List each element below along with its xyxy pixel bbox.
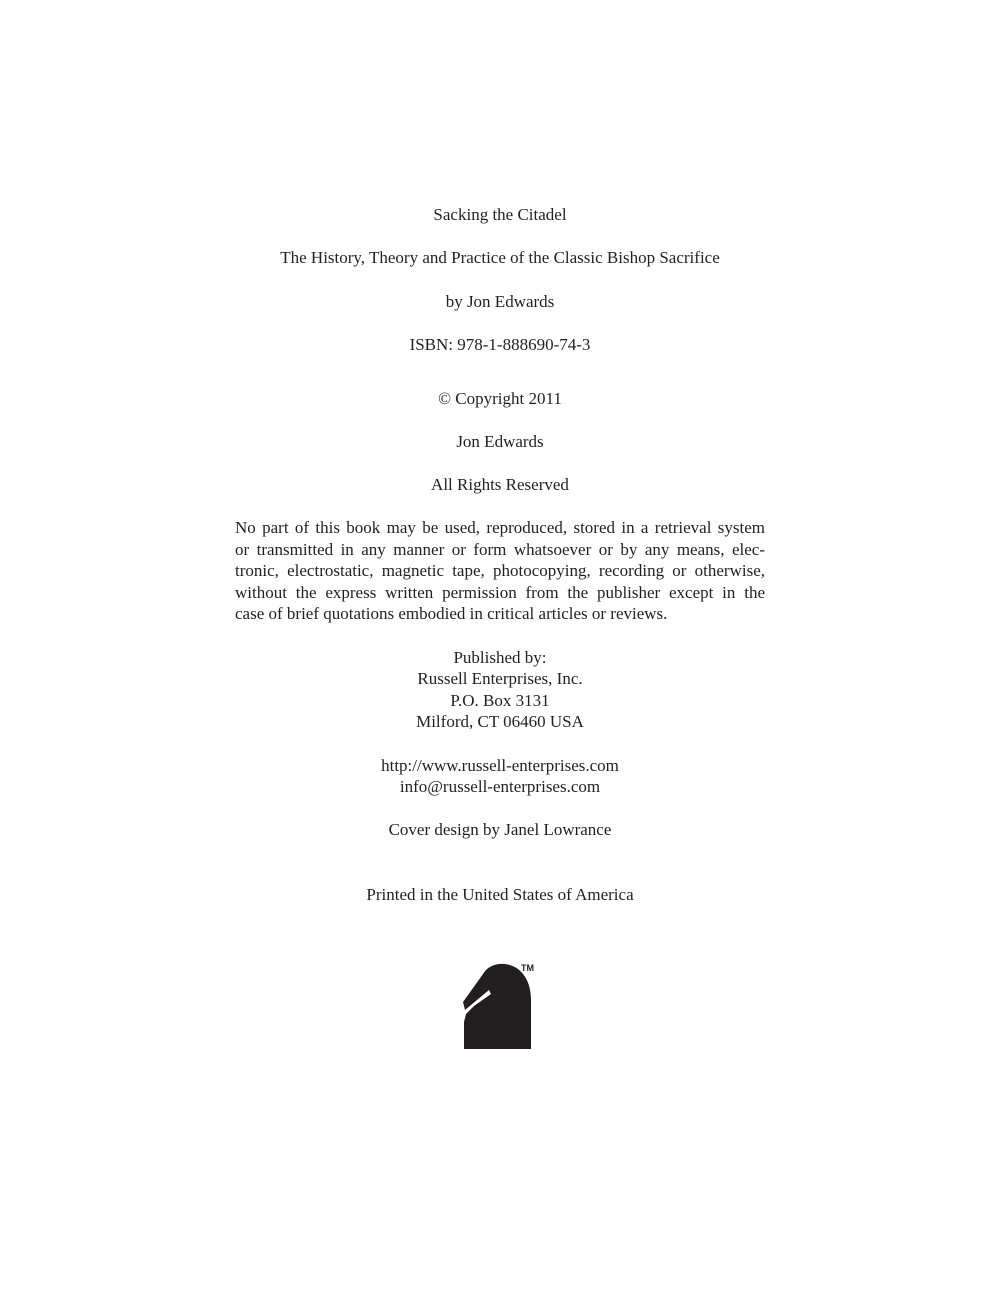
trademark-mark: TM [521, 963, 534, 973]
cover-design-credit: Cover design by Janel Lowrance [388, 820, 612, 839]
rights-notice [235, 517, 765, 625]
publisher-po-box: P.O. Box 3131 [450, 691, 550, 710]
notice-line: without the express written permission from the publisher except in the [235, 582, 765, 602]
book-subtitle: The History, Theory and Practice of the Classic Bishop Sacrifice [280, 248, 720, 267]
notice-line: No part of this book may be used, reproduced, stored in a retrieval system [235, 518, 765, 537]
publisher-city: Milford, CT 06460 USA [416, 712, 584, 731]
book-title: Sacking the Citadel [433, 205, 567, 224]
rights-reserved: All Rights Reserved [431, 475, 569, 494]
printed-in: Printed in the United States of America [366, 885, 634, 904]
copyright-line: © Copyright 2011 [438, 389, 562, 408]
knight-logo-icon [455, 958, 545, 1053]
website-link[interactable]: http://www.russell-enterprises.com [381, 756, 619, 775]
isbn: ISBN: 978-1-888690-74-3 [409, 335, 591, 354]
publisher-name: Russell Enterprises, Inc. [417, 669, 583, 688]
published-by-label: Published by: [453, 648, 547, 667]
notice-line: tronic, electrostatic, magnetic tape, photocopying, recording or otherwise, [235, 561, 765, 581]
copyright-holder: Jon Edwards [456, 432, 544, 451]
email-link[interactable]: info@russell-enterprises.com [399, 777, 601, 796]
notice-line: case of brief quotations embodied in critical articles or reviews. [235, 604, 668, 624]
author-byline: by Jon Edwards [445, 292, 555, 311]
notice-line: or transmitted in any manner or form whatsoever or by any means, elec- [235, 539, 765, 559]
